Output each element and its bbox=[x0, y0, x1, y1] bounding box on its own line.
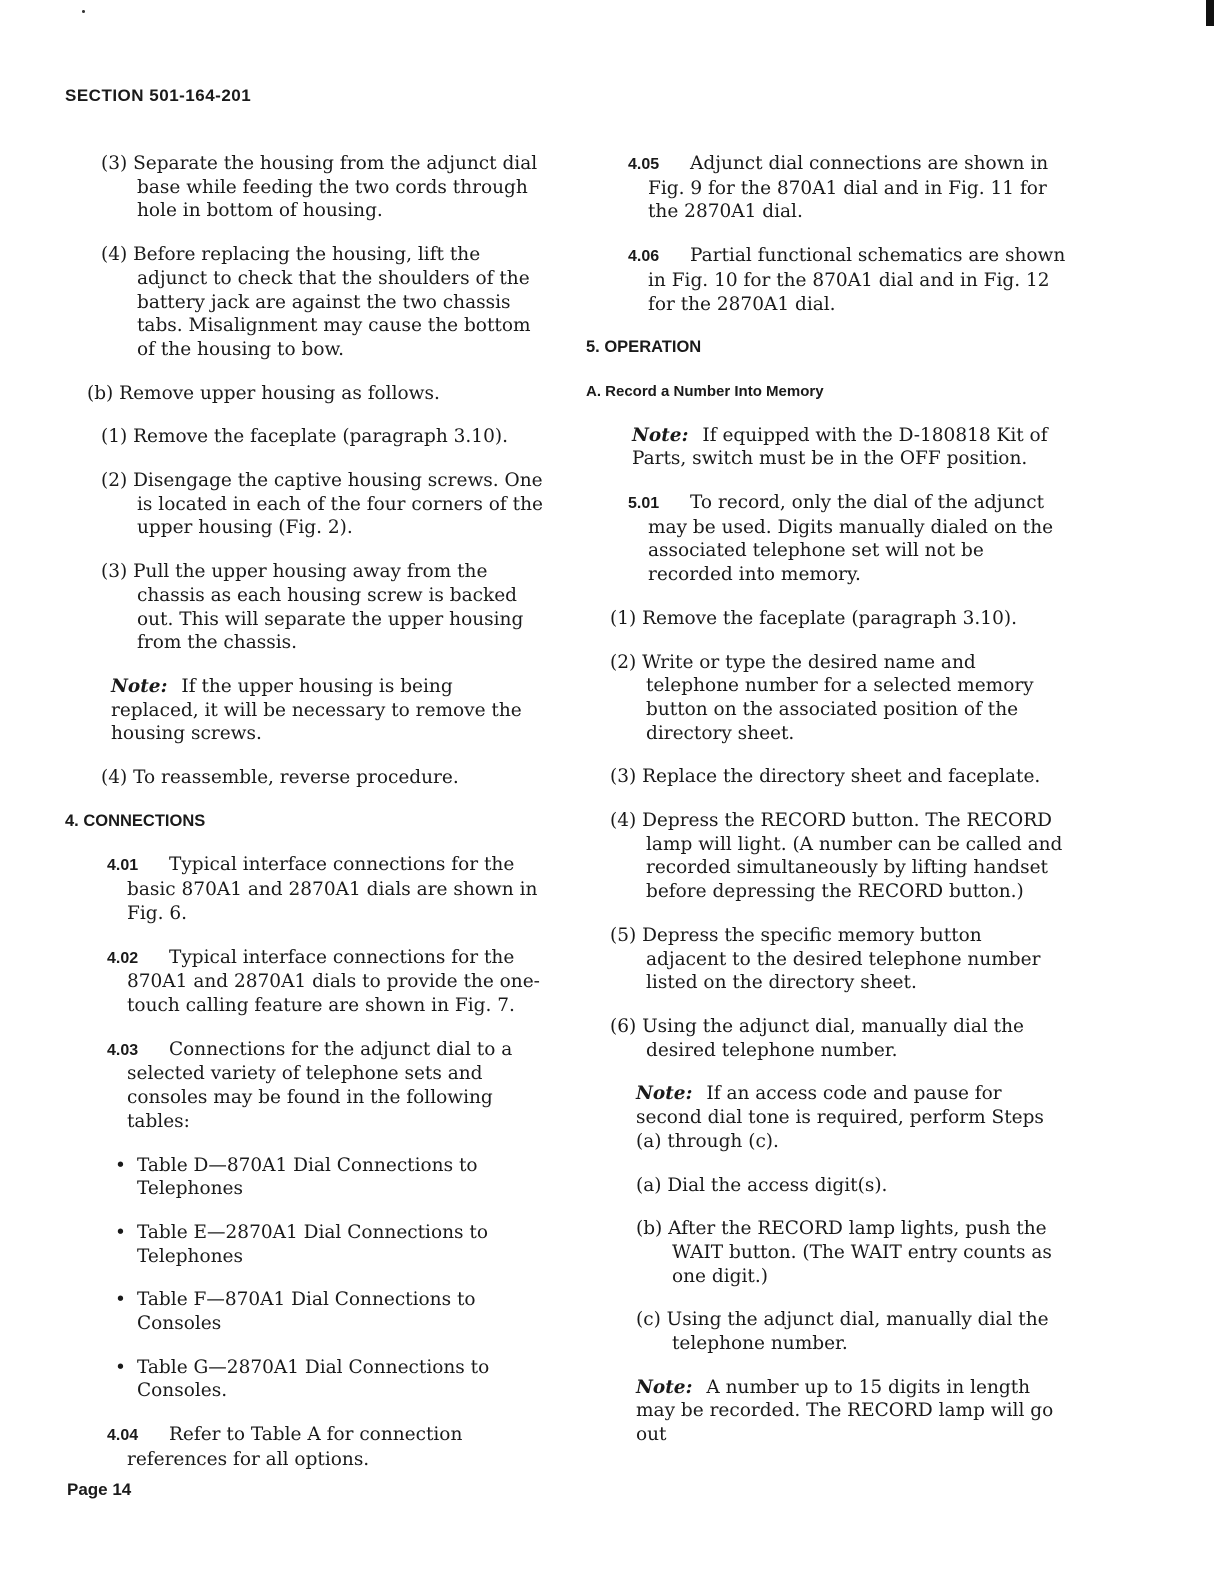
step-3-pull-housing: (3) Pull the upper housing away from the chassis as each housing screw is backed out. This will separate the upper housing from the chassis. bbox=[101, 561, 524, 654]
left-column bbox=[65, 152, 545, 1492]
right-column bbox=[586, 152, 1066, 1467]
list-item bbox=[65, 1221, 545, 1268]
note-text: If the upper housing is being replaced, it will be necessary to remove the housing screws. bbox=[111, 675, 522, 745]
note-kit-of-parts bbox=[586, 424, 1066, 471]
note-digit-length bbox=[586, 1376, 1066, 1447]
paragraph-text: Connections for the adjunct dial to a selected variety of telephone sets and consoles may be found in the following tables: bbox=[127, 1038, 513, 1132]
bullet-icon: • bbox=[115, 1356, 126, 1378]
note-label: Note: bbox=[632, 424, 689, 446]
note-label: Note: bbox=[636, 1083, 693, 1105]
scan-mark bbox=[1206, 0, 1214, 26]
note-text: If an access code and pause for second dial tone is required, perform Steps (a) through (c). bbox=[636, 1083, 1044, 1152]
step-3-separate-housing: (3) Separate the housing from the adjunct dial base while feeding the two cords through hole in bottom of housing. bbox=[101, 153, 538, 222]
paragraph-number: 5.01 bbox=[628, 495, 660, 513]
bullet-icon: • bbox=[115, 1221, 126, 1243]
section-header: SECTION 501-164-201 bbox=[65, 86, 252, 105]
step-2-disengage-screws: (2) Disengage the captive housing screws. One is located in each of the four corners of the upper housing (Fig. 2). bbox=[101, 470, 543, 539]
paragraph-number: 4.06 bbox=[628, 248, 660, 266]
list-item bbox=[65, 1288, 545, 1335]
paragraph-4-03 bbox=[65, 1038, 545, 1134]
bullet-icon: • bbox=[115, 1154, 126, 1176]
paragraph-4-05 bbox=[586, 152, 1066, 224]
paragraph-4-04 bbox=[65, 1423, 545, 1471]
record-substep-b: (b) After the RECORD lamp lights, push the WAIT button. (The WAIT entry counts as one digit.) bbox=[636, 1218, 1052, 1287]
subsection-a-heading: A. Record a Number Into Memory bbox=[586, 382, 824, 400]
record-step-2: (2) Write or type the desired name and telephone number for a selected memory button on the associated position of the directory sheet. bbox=[610, 651, 1034, 744]
paragraph-number: 4.03 bbox=[107, 1041, 139, 1059]
paragraph-text: Adjunct dial connections are shown in Fig. 9 for the 870A1 dial and in Fig. 11 for the 2870A1 dial. bbox=[648, 153, 1049, 223]
record-step-5: (5) Depress the specific memory button adjacent to the desired telephone number listed on the directory sheet. bbox=[610, 924, 1041, 994]
record-step-6: (6) Using the adjunct dial, manually dial the desired telephone number. bbox=[610, 1015, 1024, 1061]
list-item-text: Table D—870A1 Dial Connections to Telephones bbox=[137, 1154, 478, 1200]
section-5-heading: 5. OPERATION bbox=[586, 338, 702, 357]
paragraph-number: 4.04 bbox=[107, 1427, 139, 1445]
paragraph-4-02 bbox=[65, 946, 545, 1018]
note-label: Note: bbox=[111, 675, 168, 697]
note-text: A number up to 15 digits in length may be recorded. The RECORD lamp will go out bbox=[636, 1376, 1054, 1446]
paragraph-text: Refer to Table A for connection references for all options. bbox=[127, 1424, 463, 1470]
scan-dot bbox=[82, 10, 85, 13]
paragraph-text: To record, only the dial of the adjunct may be used. Digits manually dialed on the associated telephone set will not be recorded into memory. bbox=[648, 492, 1054, 586]
section-4-heading: 4. CONNECTIONS bbox=[65, 811, 206, 830]
list-item-text: Table F—870A1 Dial Connections to Consoles bbox=[137, 1289, 476, 1335]
record-substep-a: (a) Dial the access digit(s). bbox=[636, 1174, 888, 1196]
page-number: Page 14 bbox=[67, 1480, 132, 1499]
record-step-1: (1) Remove the faceplate (paragraph 3.10). bbox=[610, 607, 1017, 629]
record-step-4: (4) Depress the RECORD button. The RECORD lamp will light. (A number can be called and recorded simultaneously by lifting handset before depressing the RECORD button.) bbox=[610, 810, 1063, 903]
paragraph-4-01 bbox=[65, 853, 545, 925]
paragraph-number: 4.02 bbox=[107, 949, 139, 967]
step-b-remove-upper-housing: (b) Remove upper housing as follows. bbox=[87, 382, 440, 404]
list-item-text: Table G—2870A1 Dial Connections to Consoles. bbox=[137, 1356, 490, 1402]
note-text: If equipped with the D-180818 Kit of Parts, switch must be in the OFF position. bbox=[632, 424, 1048, 470]
record-step-3: (3) Replace the directory sheet and faceplate. bbox=[610, 766, 1041, 788]
bullet-icon: • bbox=[115, 1289, 126, 1311]
paragraph-text: Partial functional schematics are shown in Fig. 10 for the 870A1 dial and in Fig. 12 for the 2870A1 dial. bbox=[648, 245, 1066, 315]
step-4-reassemble: (4) To reassemble, reverse procedure. bbox=[101, 767, 459, 789]
paragraph-5-01 bbox=[586, 491, 1066, 587]
record-substep-c: (c) Using the adjunct dial, manually dial the telephone number. bbox=[636, 1309, 1049, 1355]
paragraph-number: 4.05 bbox=[628, 156, 660, 173]
list-item bbox=[65, 1154, 545, 1201]
note-upper-housing bbox=[65, 675, 545, 746]
step-4-before-replacing: (4) Before replacing the housing, lift the adjunct to check that the shoulders of the battery jack are against the two chassis tabs. Misalignment may cause the bottom of the housing to bow. bbox=[101, 244, 531, 360]
paragraph-text: Typical interface connections for the basic 870A1 and 2870A1 dials are shown in Fig. 6. bbox=[127, 854, 538, 924]
paragraph-number: 4.01 bbox=[107, 857, 139, 875]
step-1-remove-faceplate: (1) Remove the faceplate (paragraph 3.10). bbox=[101, 426, 508, 448]
list-item-text: Table E—2870A1 Dial Connections to Telephones bbox=[137, 1221, 488, 1267]
note-access-code bbox=[586, 1082, 1066, 1153]
paragraph-text: Typical interface connections for the 870A1 and 2870A1 dials to provide the one-touch calling feature are shown in Fig. 7. bbox=[127, 946, 540, 1016]
list-item bbox=[65, 1356, 545, 1403]
paragraph-4-06 bbox=[586, 244, 1066, 316]
note-label: Note: bbox=[636, 1376, 693, 1398]
